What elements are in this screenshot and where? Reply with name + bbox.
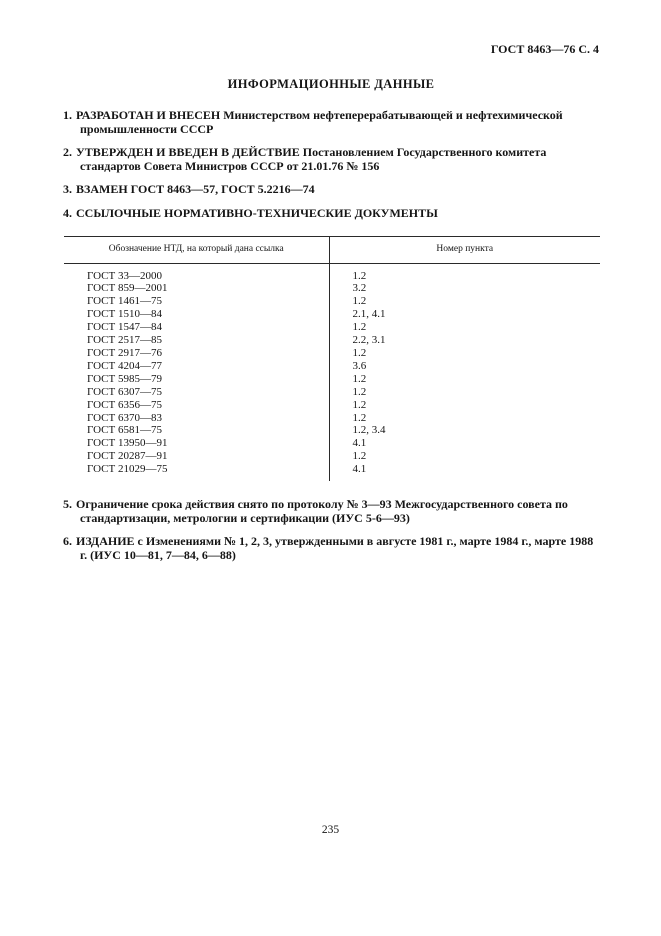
ntd-designation: ГОСТ 6356—75 — [64, 399, 329, 412]
table-row — [64, 424, 600, 437]
clause-number: 1.2 — [352, 295, 367, 308]
ntd-designation: ГОСТ 2517—85 — [64, 334, 329, 347]
clause-number: 1.2 — [352, 321, 367, 334]
item-5 — [63, 498, 599, 525]
column-header-ntd: Обозначение НТД, на который дана ссылка — [64, 236, 329, 263]
clause-number: 2.1, 4.1 — [352, 308, 386, 321]
ntd-designation: ГОСТ 20287—91 — [64, 450, 329, 463]
clause-number: 1.2 — [352, 347, 367, 359]
clause-number: 1.2 — [352, 385, 367, 398]
ntd-designation: ГОСТ 1461—75 — [64, 295, 329, 308]
item-3-text: ВЗАМЕН ГОСТ 8463—57, ГОСТ 5.2216—74 — [76, 182, 315, 197]
item-6 — [63, 535, 599, 562]
item-4 — [63, 207, 599, 221]
item-4-text: ССЫЛОЧНЫЕ НОРМАТИВНО-ТЕХНИЧЕСКИЕ ДОКУМЕНТЫ — [76, 205, 438, 220]
table-row — [64, 450, 600, 463]
table-row — [64, 308, 600, 321]
item-5-text: Ограничение срока действия снято по протоколу № 3—93 Межгосударственного совета по стандартизации, метрологии и сертификации (ИУС 5-6—93) — [76, 497, 568, 525]
running-header: ГОСТ 8463—76 С. 4 — [490, 42, 599, 56]
table-row — [64, 334, 600, 347]
item-5-number: 5. — [63, 497, 72, 512]
clause-number: 1.2 — [352, 398, 367, 411]
item-2-text: УТВЕРЖДЕН И ВВЕДЕН В ДЕЙСТВИЕ Постановлением Государственного комитета стандартов Совета Министров СССР от 21.01.76 № 156 — [76, 145, 547, 173]
clause-number: 1.2 — [352, 450, 367, 463]
ntd-designation: ГОСТ 4204—77 — [64, 360, 329, 373]
table-row — [64, 263, 600, 282]
item-1-text: РАЗРАБОТАН И ВНЕСЕН Министерством нефтеперерабатывающей и нефтехимической промышленности СССР — [76, 108, 563, 136]
column-header-clause: Номер пункта — [329, 236, 600, 263]
ntd-designation: ГОСТ 21029—75 — [64, 463, 329, 481]
table-row — [64, 412, 600, 425]
item-4-number: 4. — [63, 205, 72, 220]
reference-documents-table — [64, 236, 600, 482]
clause-number: 1.2 — [352, 372, 367, 385]
table-row — [64, 360, 600, 373]
ntd-designation: ГОСТ 6370—83 — [64, 412, 329, 425]
ntd-designation: ГОСТ 6581—75 — [64, 424, 329, 437]
table-row — [64, 295, 600, 308]
table-header — [64, 236, 600, 263]
table-header-row — [64, 236, 600, 263]
ntd-designation: ГОСТ 2917—76 — [64, 347, 329, 360]
table-row — [64, 282, 600, 295]
clause-number: 4.1 — [352, 463, 367, 476]
items-after-table — [63, 498, 599, 562]
clause-number: 1.2 — [352, 269, 367, 282]
page-number: 235 — [321, 824, 340, 836]
table-row — [64, 386, 600, 399]
table-row — [64, 373, 600, 386]
clause-number: 1.2 — [352, 411, 367, 424]
ntd-table-body — [64, 263, 600, 481]
item-3 — [63, 183, 599, 197]
table-row — [64, 463, 600, 481]
items-before-table — [63, 109, 599, 221]
item-1 — [63, 109, 599, 136]
page-title: ИНФОРМАЦИОННЫЕ ДАННЫЕ — [227, 77, 435, 91]
ntd-designation: ГОСТ 13950—91 — [64, 437, 329, 450]
item-2 — [63, 146, 599, 173]
clause-number: 1.2, 3.4 — [352, 424, 386, 437]
ntd-designation: ГОСТ 33—2000 — [64, 263, 329, 282]
table-row — [64, 347, 600, 360]
item-6-number: 6. — [63, 534, 72, 549]
item-1-number: 1. — [63, 108, 72, 122]
ntd-designation: ГОСТ 5985—79 — [64, 373, 329, 386]
ntd-designation: ГОСТ 1547—84 — [64, 321, 329, 334]
ntd-designation: ГОСТ 6307—75 — [64, 386, 329, 399]
clause-number: 4.1 — [352, 437, 367, 450]
item-3-number: 3. — [63, 182, 72, 197]
ntd-designation: ГОСТ 859—2001 — [64, 282, 329, 295]
item-2-number: 2. — [63, 145, 72, 160]
table-row — [64, 399, 600, 412]
table-row — [64, 437, 600, 450]
clause-number: 3.2 — [352, 282, 367, 295]
table-row — [64, 321, 600, 334]
clause-number: 3.6 — [352, 359, 367, 372]
clause-number: 2.2, 3.1 — [352, 334, 386, 347]
ntd-designation: ГОСТ 1510—84 — [64, 308, 329, 321]
item-6-text: ИЗДАНИЕ с Изменениями № 1, 2, 3, утвержденными в августе 1981 г., марте 1984 г., марте 1988 г. (ИУС 10—81, 7—84, 6—88) — [76, 534, 594, 562]
